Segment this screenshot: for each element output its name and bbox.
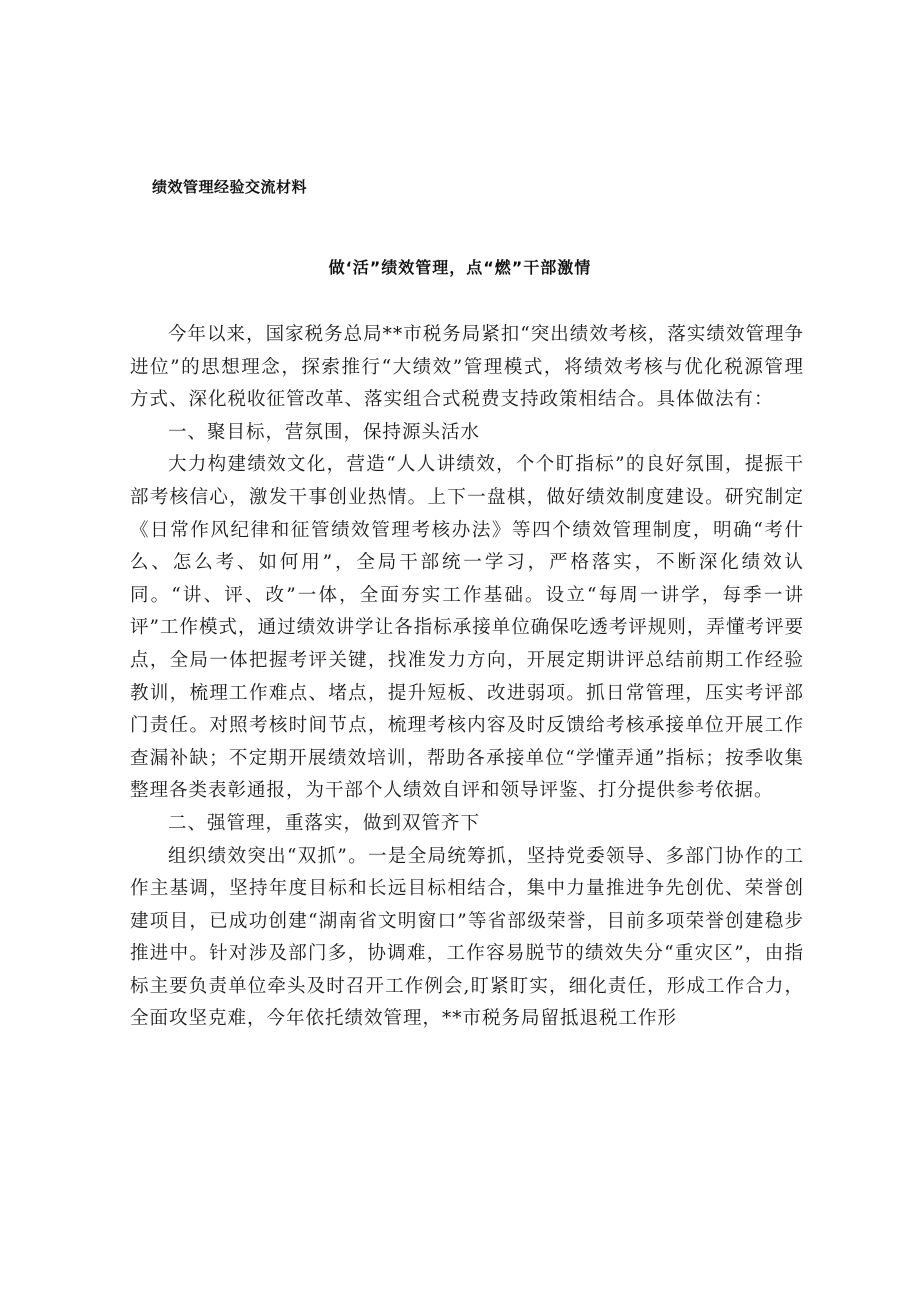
section-heading-1: 一、聚目标，营氛围，保持源头活水 xyxy=(168,421,481,443)
section-2-paragraph: 组织绩效突出“双抓”。一是全局统筹抓，坚持党委领导、多部门协作的工作主基调，坚持年度目标和长远目标相结合，集中力量推进争先创优、荣誉创建项目，已成功创建“湖南省文明窗口”等省部级荣誉，目前多项荣誉创建稳步推进中。针对涉及部门多，协调难，工作容易脱节的绩效失分“重灾区”，由指标主要负责单位牵头及时召开工作例会,盯紧盯实，细化责任，形成工作合力，全面攻坚克难，今年依托绩效管理，**市税务局留抵退税工作形 xyxy=(130,845,804,1030)
intro-paragraph: 今年以来，国家税务总局**市税务局紧扣“突出绩效考核，落实绩效管理争进位”的思想理念，探索推行“大绩效”管理模式，将绩效考核与优化税源管理方式、深化税收征管改革、落实组合式税费支持政策相结合。具体做法有： xyxy=(130,324,804,411)
document-title: 做‘活”绩效管理，点“燃”干部激情 xyxy=(328,258,592,277)
document-body xyxy=(130,319,804,1036)
section-heading-2: 二、强管理，重落实，做到双管齐下 xyxy=(168,812,481,834)
section-1-paragraph: 大力构建绩效文化，营造“人人讲绩效，个个盯指标”的良好氛围，提振干部考核信心，激发干事创业热情。上下一盘棋，做好绩效制度建设。研究制定《日常作风纪律和征管绩效管理考核办法》等四个绩效管理制度，明确“考什么、怎么考、如何用”，全局干部统一学习，严格落实，不断深化绩效认同。“讲、评、改”一体，全面夯实工作基础。设立“每周一讲学，每季一讲评”工作模式，通过绩效讲学让各指标承接单位确保吃透考评规则，弄懂考评要点，全局一体把握考评关键，找准发力方向，开展定期讲评总结前期工作经验教训，梳理工作难点、堵点，提升短板、改进弱项。抓日常管理，压实考评部门责任。对照考核时间节点，梳理考核内容及时反馈给考核承接单位开展工作查漏补缺；不定期开展绩效培训，帮助各承接单位“学懂弄通”指标；按季收集整理各类表彰通报，为干部个人绩效自评和领导评鉴、打分提供参考依据。 xyxy=(130,454,804,802)
document-label: 绩效管理经验交流材料 xyxy=(152,178,308,196)
